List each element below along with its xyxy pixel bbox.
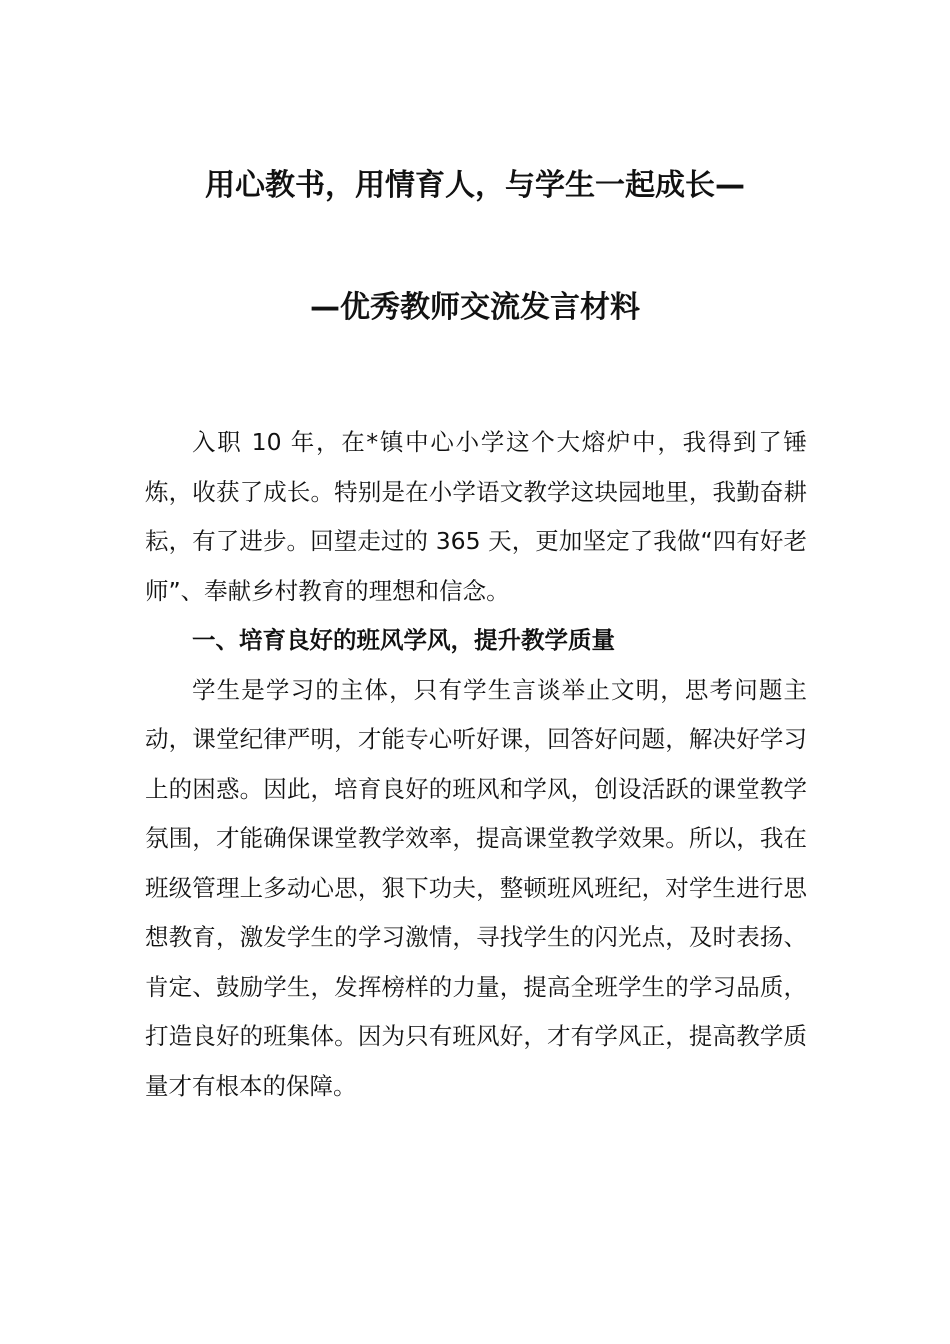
document-body xyxy=(145,418,807,1111)
document-title-line-1: 用心教书，用情育人，与学生一起成长— xyxy=(205,168,745,203)
intro-paragraph: 入职 10 年，在*镇中心小学这个大熔炉中，我得到了锤炼，收获了成长。特别是在小学语文教学这块园地里，我勤奋耕耘，有了进步。回望走过的 365 天，更加坚定了我做“四有好老师”、奉献乡村教育的理想和信念。 xyxy=(145,428,807,605)
section-heading: 一、培育良好的班风学风，提升教学质量 xyxy=(192,626,615,654)
body-paragraph: 学生是学习的主体，只有学生言谈举止文明，思考问题主动，课堂纪律严明，才能专心听好课，回答好问题，解决好学习上的困惑。因此，培育良好的班风和学风，创设活跃的课堂教学氛围，才能确保课堂教学效率，提高课堂教学效果。所以，我在班级管理上多动心思，狠下功夫，整顿班风班纪，对学生进行思想教育，激发学生的学习激情，寻找学生的闪光点，及时表扬、肯定、鼓励学生，发挥榜样的力量，提高全班学生的学习品质，打造良好的班集体。因为只有班风好，才有学风正，提高教学质量才有根本的保障。 xyxy=(145,675,807,1100)
document-title-line-2: —优秀教师交流发言材料 xyxy=(310,290,640,325)
